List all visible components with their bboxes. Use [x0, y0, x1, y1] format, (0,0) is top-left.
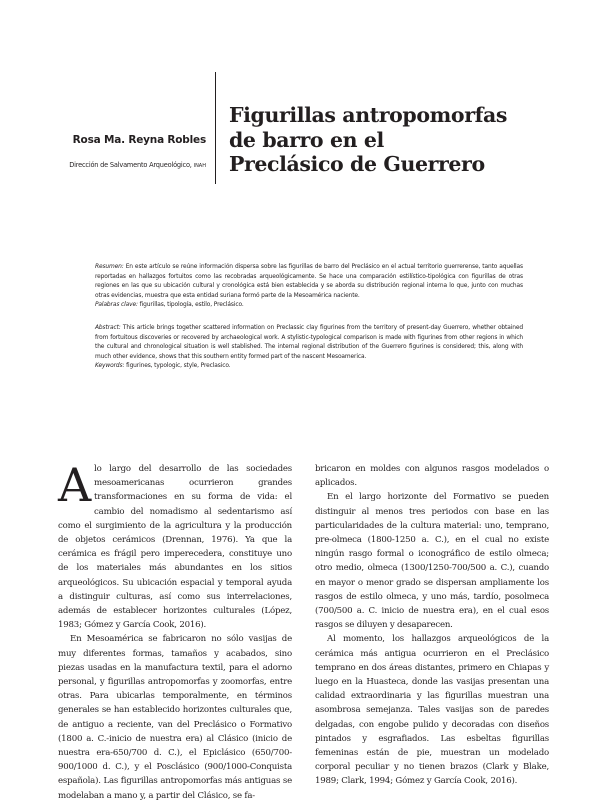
body-paragraph: bricaron en moldes con algunos rasgos modelados o aplicados. — [315, 464, 549, 489]
body-paragraph: En el largo horizonte del Formativo se pueden distinguir al menos tres periodos con base en las particularidades de la cultura material: uno, temprano, pre-olmeca (1800-1250 a. C.), en el cual no existe ningún rasgo formal o iconográfico de estilo olmeca; otro medio, olmeca (1300/1250-700/500 a. C.), cuando en mayor o menor grado se dispersan ampliamente los rasgos de estilo olmeca, y uno más, tardío, posolmeca (700/500 a. C. inicio de nuestra era), en el cual esos rasgos se diluyen y desaparecen. — [315, 492, 549, 631]
affiliation-abbr: INAH — [193, 163, 206, 169]
keywords-english — [95, 362, 523, 372]
drop-cap: A — [58, 458, 92, 512]
body-column-right — [315, 462, 549, 789]
keywords-es-label: Palabras clave: — [95, 302, 138, 309]
body-column-left — [58, 458, 292, 803]
title-line: de barro en el — [229, 127, 384, 152]
body-paragraph: En Mesoamérica se fabricaron no sólo vasijas de muy diferentes formas, tamaños y acabados, sino piezas usadas en la manufactura textil, para el adorno personal, y figurillas antropomorfas y zoomorfas, entre otras. Para ubicarlas temporalmente, en términos generales se han establecido horizontes culturales que, de antiguo a reciente, van del Preclásico o Formativo (1800 a. C.-inicio de nuestra era) al Clásico (inicio de nuestra era-650/700 d. C.), el Epiclásico (650/700-900/1000 d. C.), y el Posclásico (900/1000-Conquista española). Las figurillas antropomorfas más antiguas se modelaban a mano y, a partir del Clásico, se fa- — [58, 634, 292, 801]
abstract-es-text: En este artículo se reúne información dispersa sobre las figurillas de barro del Preclásico en el actual territorio guerrerense, tanto aquellas reportadas en hallazgos fortuitos como las recobradas arqueológicamente. Se hace una comparación estilístico-tipológica con figurillas de otras regiones en las que su ubicación cultural y cronológica está bien establecida y se aborda su distribución regional interna lo que, junto con muchas otras evidencias, muestra que esta entidad suriana formó parte de la Mesoamérica naciente. — [95, 264, 523, 299]
abstract-spanish — [95, 263, 523, 311]
abstract-en-text: This article brings together scattered information on Preclassic clay figurines from the territory of present-day Guerrero, whether obtained from fortuitous discoveries or recovered by archaeological work. A stylistic-typological comparison is made with figurines from other regions in which the cultural and chronological situation is well stablished. The internal regional distribution of the Guerrero figurines is considered; this, along with much other evidence, shows that this southern entity formed part of the nascent Mesoamerica. — [95, 325, 523, 360]
keywords-en-label: Keywords: — [95, 363, 125, 370]
body-paragraph: Al momento, los hallazgos arqueológicos de la cerámica más antigua ocurrieron en el Preclásico temprano en dos áreas distantes, primero en Chiapas y luego en la Huasteca, donde las vasijas presentan una calidad extraordinaria y las figurillas muestran una asombrosa semejanza. Tales vasijas son de paredes delgadas, con engobe pulido y decoradas con diseños pintados y esgrafiados. Las esbeltas figurillas femeninas están de pie, muestran un modelado corporal peculiar y no tienen brazos (Clark y Blake, 1989; Clark, 1994; Gómez y García Cook, 2016). — [315, 634, 549, 787]
abstract-english-body — [95, 324, 523, 362]
author-affiliation — [40, 161, 206, 169]
abstract-english — [95, 324, 523, 372]
article-title — [229, 103, 529, 177]
keywords-es-text: figurillas, tipología, estilo, Preclásico. — [139, 302, 244, 309]
abstract-en-label: Abstract: — [95, 325, 121, 331]
keywords-en-text: figurines, typologic, style, Preclasico. — [126, 363, 231, 370]
author-name: Rosa Ma. Reyna Robles — [72, 134, 206, 146]
keywords-spanish — [95, 301, 523, 311]
title-line: Preclásico de Guerrero — [229, 152, 485, 176]
abstract-spanish-body — [95, 263, 523, 301]
body-paragraph — [58, 458, 292, 632]
header-divider — [215, 72, 216, 184]
title-line: Figurillas antropomorfas — [229, 103, 508, 127]
abstract-es-label: Resumen: — [95, 264, 124, 270]
affiliation-text: Dirección de Salvamento Arqueológico, — [69, 161, 192, 169]
paragraph-text: lo largo del desarrollo de las sociedades mesoamericanas ocurrieron grandes transformaciones en su forma de vida: el cambio del nomadismo al sedentarismo así como el surgimiento de la agricultura y la producción de objetos cerámicos (Drennan, 1976). Ya que la cerámica es frágil pero imperecedera, constituye uno de los materiales más abundantes en los sitios arqueológicos. Su ubicación espacial y temporal ayuda a distinguir culturas, así como sus interrelaciones, además de establecer horizontes culturales (López, 1983; Gómez y García Cook, 2016). — [58, 464, 292, 631]
